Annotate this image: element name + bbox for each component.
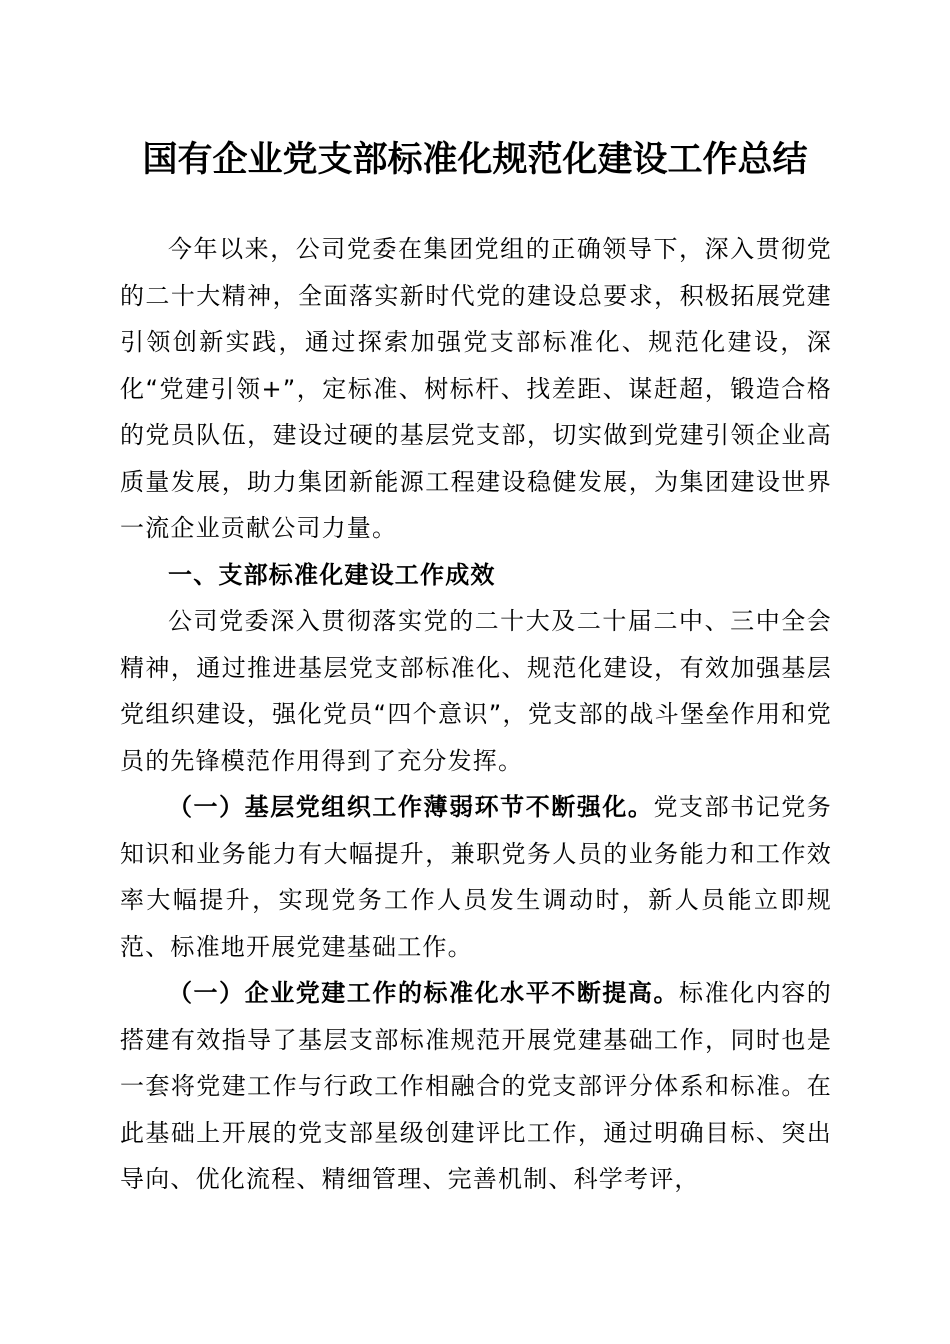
item-1-paragraph: [120, 784, 832, 970]
intro-paragraph: 今年以来，公司党委在集团党组的正确领导下，深入贯彻党的二十大精神，全面落实新时代党的建设总要求，积极拓展党建引领创新实践，通过探索加强党支部标准化、规范化建设，深化“党建引领+”，定标准、树标杆、找差距、谋赶超，锻造合格的党员队伍，建设过硬的基层党支部，切实做到党建引领企业高质量发展，助力集团新能源工程建设稳健发展，为集团建设世界一流企业贡献公司力量。: [120, 235, 832, 542]
document-body: [120, 226, 832, 1203]
section-heading-1: 一、支部标准化建设工作成效: [168, 560, 496, 589]
item-1-text: 党支部书记党务知识和业务能力有大幅提升，兼职党务人员的业务能力和工作效率大幅提升，实现党务工作人员发生调动时，新人员能立即规范、标准地开展党建基础工作。: [120, 793, 832, 961]
item-1-lead: （一）基层党组织工作薄弱环节不断强化。: [168, 793, 654, 821]
section-1-paragraph: 公司党委深入贯彻落实党的二十大及二十届二中、三中全会精神，通过推进基层党支部标准化、规范化建设，有效加强基层党组织建设，强化党员“四个意识”，党支部的战斗堡垒作用和党员的先锋模范作用得到了充分发挥。: [120, 607, 832, 775]
item-2-text: 标准化内容的搭建有效指导了基层支部标准规范开展党建基础工作，同时也是一套将党建工作与行政工作相融合的党支部评分体系和标准。在此基础上开展的党支部星级创建评比工作，通过明确目标、突出导向、优化流程、精细管理、完善机制、科学考评，: [120, 979, 833, 1193]
document-title: 国有企业党支部标准化规范化建设工作总结: [142, 139, 808, 180]
item-2-paragraph: [120, 970, 832, 1203]
item-2-lead: （一）企业党建工作的标准化水平不断提高。: [168, 979, 680, 1007]
